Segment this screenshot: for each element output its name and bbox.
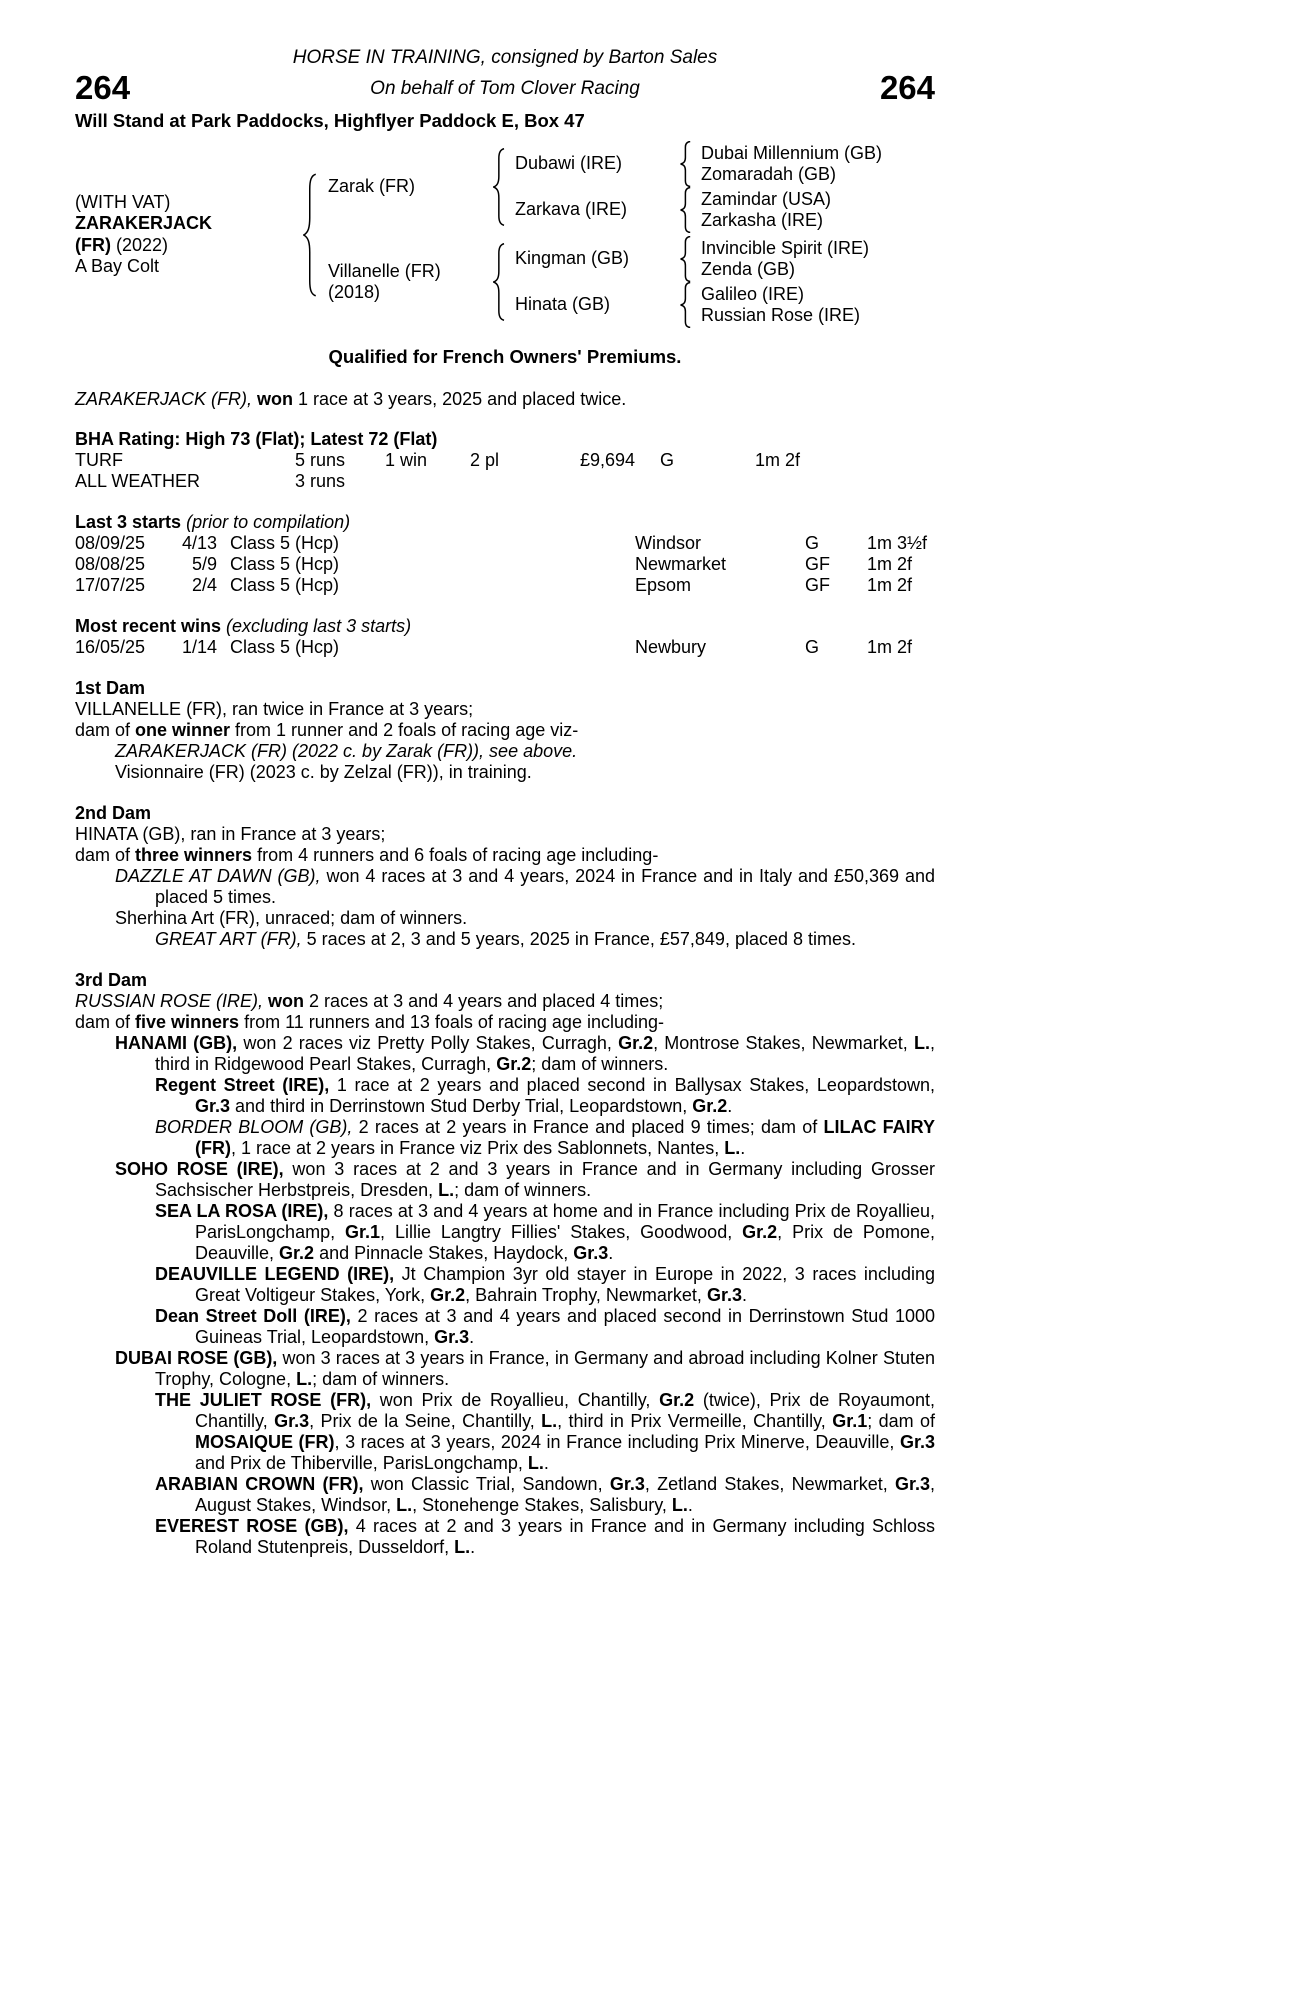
stat-distance [755, 471, 935, 492]
run-date: 08/09/25 [75, 533, 146, 553]
great-grandparent-name: Zamindar (USA) [701, 188, 832, 209]
run-course: Windsor [635, 533, 702, 553]
most-recent-wins-heading: Most recent wins (excluding last 3 starts) [75, 616, 412, 636]
sire-name: Zarak (FR) [328, 176, 415, 197]
pedigree-brace-icon [680, 236, 692, 282]
run-course: Newmarket [635, 554, 727, 574]
dam-section-heading: 2nd Dam [75, 803, 152, 823]
stat-distance: 1m 2f [755, 450, 801, 470]
run-going: G [805, 533, 820, 553]
race-summary: ZARAKERJACK (FR), won 1 race at 3 years, 2025 and placed twice. [75, 389, 627, 409]
consignor-line: HORSE IN TRAINING, consigned by Barton Sales [292, 47, 718, 68]
produce-entry: HANAMI (GB), won 2 races viz Pretty Polly Stakes, Curragh, Gr.2, Montrose Stakes, Newmarket, L., third in Ridgewood Pearl Stakes, Curragh, Gr.2; dam of winners. [115, 1033, 935, 1074]
run-going: GF [805, 575, 830, 595]
produce-entry: ZARAKERJACK (FR) (2022 c. by Zarak (FR)), see above. [115, 741, 578, 761]
pedigree-brace-icon [303, 173, 318, 297]
pedigree-brace-icon [680, 282, 692, 328]
lot-header-row [75, 71, 935, 105]
pedigree-brace-icon [680, 187, 692, 233]
dam-section-heading: 3rd Dam [75, 970, 148, 990]
dam-section-heading: 1st Dam [75, 678, 146, 698]
pedigree-table [75, 141, 935, 328]
run-class: Class 5 (Hcp) [230, 637, 340, 657]
vat-note: (WITH VAT) [75, 191, 171, 212]
stand-location-line: Will Stand at Park Paddocks, Highflyer Paddock E, Box 47 [75, 110, 585, 131]
run-going: G [805, 637, 820, 657]
grandparent-name: Dubawi (IRE) [515, 153, 623, 174]
produce-entry: ARABIAN CROWN (FR), won Classic Trial, Sandown, Gr.3, Zetland Stakes, Newmarket, Gr.3, August Stakes, Windsor, L., Stonehenge Stakes, Salisbury, L.. [155, 1474, 935, 1515]
on-behalf-line: On behalf of Tom Clover Racing [370, 77, 640, 99]
dam-name-line: RUSSIAN ROSE (IRE), won 2 races at 3 and 4 years and placed 4 times; [75, 991, 664, 1011]
produce-entry: Visionnaire (FR) (2023 c. by Zelzal (FR)), in training. [115, 762, 532, 782]
subject-horse-block [75, 192, 297, 278]
last-3-starts-heading: Last 3 starts (prior to compilation) [75, 512, 351, 532]
produce-entry: DUBAI ROSE (GB), won 3 races at 3 years in France, in Germany and abroad including Kolner Stuten Trophy, Cologne, L.; dam of winners. [115, 1348, 935, 1389]
run-distance: 1m 2f [867, 554, 913, 574]
stat-places: 2 pl [470, 450, 500, 470]
granddam-branch [515, 187, 882, 233]
run-position: 1/14 [181, 637, 217, 657]
run-position: 4/13 [181, 533, 217, 553]
dam-name-line: VILLANELLE (FR), ran twice in France at 3 years; [75, 699, 474, 719]
stat-earnings [560, 471, 635, 492]
great-grandparent-name: Zarkasha (IRE) [701, 210, 824, 230]
great-grandparent-name: Invincible Spirit (IRE) [701, 237, 870, 258]
stat-runs: 5 runs [295, 450, 346, 470]
produce-entry: DEAUVILLE LEGEND (IRE), Jt Champion 3yr old stayer in Europe in 2022, 3 races including Great Voltigeur Stakes, York, Gr.2, Bahrain Trophy, Newmarket, Gr.3. [155, 1264, 935, 1305]
race-stats-table [75, 450, 935, 492]
grandsire-branch [515, 236, 869, 282]
stat-wins: 1 win [385, 450, 428, 470]
run-position: 5/9 [191, 554, 217, 574]
dam-branch [328, 236, 882, 328]
produce-entry: BORDER BLOOM (GB), 2 races at 2 years in France and placed 9 times; dam of LILAC FAIRY (FR), 1 race at 2 years in France viz Prix des Sablonnets, Nantes, L.. [155, 1117, 935, 1158]
run-distance: 1m 3½f [867, 533, 928, 553]
produce-entry: Dean Street Doll (IRE), 2 races at 3 and 4 years and placed second in Derrinstown Stud 1000 Guineas Trial, Leopardstown, Gr.3. [155, 1306, 935, 1347]
stat-surface: ALL WEATHER [75, 471, 201, 491]
stat-going [635, 471, 755, 492]
run-distance: 1m 2f [867, 575, 913, 595]
run-position: 2/4 [191, 575, 217, 595]
produce-entry: THE JULIET ROSE (FR), won Prix de Royallieu, Chantilly, Gr.2 (twice), Prix de Royaumont, Chantilly, Gr.3, Prix de la Seine, Chantilly, L., third in Prix Vermeille, Chantilly, Gr.1; dam of MOSAIQUE (FR), 3 races at 3 years, 2024 in France including Prix Minerve, Deauville, Gr.3 and Prix de Thiberville, ParisLongchamp, L.. [155, 1390, 936, 1473]
stat-going: G [660, 450, 675, 470]
stat-places [470, 471, 560, 492]
stat-earnings: £9,694 [579, 450, 635, 470]
produce-entry: Regent Street (IRE), 1 race at 2 years and placed second in Ballysax Stakes, Leopardstown, Gr.3 and third in Derrinstown Stud Derby Trial, Leopardstown, Gr.2. [155, 1075, 935, 1116]
granddam-branch [515, 282, 869, 328]
great-grandparent-name: Russian Rose (IRE) [701, 305, 861, 325]
subject-origin-year: (FR) (2022) [75, 234, 169, 255]
run-class: Class 5 (Hcp) [230, 575, 340, 595]
stat-surface: TURF [75, 450, 123, 470]
premium-qualification-line: Qualified for French Owners' Premiums. [328, 346, 682, 367]
most-recent-wins-table [75, 637, 935, 658]
run-date: 16/05/25 [75, 637, 146, 657]
stat-runs: 3 runs [295, 471, 346, 491]
run-course: Newbury [635, 637, 707, 657]
page-content [75, 46, 935, 1558]
run-class: Class 5 (Hcp) [230, 533, 340, 553]
bha-rating-line: BHA Rating: High 73 (Flat); Latest 72 (Flat) [75, 429, 438, 449]
produce-entry: SOHO ROSE (IRE), won 3 races at 2 and 3 years in France and in Germany including Grosser Sachsischer Herbstpreis, Dresden, L.; dam of winners. [115, 1159, 935, 1200]
produce-entry: SEA LA ROSA (IRE), 8 races at 3 and 4 years at home and in France including Prix de Royallieu, ParisLongchamp, Gr.1, Lillie Langtry Fillies' Stakes, Goodwood, Gr.2, Prix de Pomone, Deauville, Gr.2 and Pinnacle Stakes, Haydock, Gr.3. [155, 1201, 935, 1263]
run-going: GF [805, 554, 830, 574]
run-class: Class 5 (Hcp) [230, 554, 340, 574]
grandparent-name: Zarkava (IRE) [515, 199, 628, 220]
dam-intro-line: dam of five winners from 11 runners and 13 foals of racing age including- [75, 1012, 664, 1032]
dam-name: Villanelle (FR) (2018) [328, 260, 441, 302]
dam-intro-line: dam of three winners from 4 runners and 6 foals of racing age including- [75, 845, 659, 865]
subject-description: A Bay Colt [75, 256, 160, 276]
last-3-starts-table [75, 533, 935, 596]
produce-entry: GREAT ART (FR), 5 races at 2, 3 and 5 years, 2025 in France, £57,849, placed 8 times. [155, 929, 857, 949]
produce-entry: Sherhina Art (FR), unraced; dam of winners. [115, 908, 468, 928]
pedigree-brace-icon [680, 141, 692, 187]
stat-wins [385, 471, 470, 492]
produce-entry: EVEREST ROSE (GB), 4 races at 2 and 3 years in France and in Germany including Schloss Roland Stutenpreis, Dusseldorf, L.. [155, 1516, 936, 1557]
pedigree-brace-icon [493, 243, 506, 321]
run-date: 08/08/25 [75, 554, 146, 574]
grandsire-branch [515, 141, 882, 187]
produce-entry: DAZZLE AT DAWN (GB), won 4 races at 3 and 4 years, 2024 in France and in Italy and £50,369 and placed 5 times. [115, 866, 935, 907]
run-date: 17/07/25 [75, 575, 146, 595]
subject-name: ZARAKERJACK [75, 213, 213, 233]
run-course: Epsom [635, 575, 692, 595]
great-grandparent-name: Zenda (GB) [701, 259, 796, 279]
great-grandparent-name: Dubai Millennium (GB) [701, 142, 883, 163]
dam-name-line: HINATA (GB), ran in France at 3 years; [75, 824, 386, 844]
lot-number-right: 264 [879, 69, 935, 106]
dam-intro-line: dam of one winner from 1 runner and 2 foals of racing age viz- [75, 720, 579, 740]
grandparent-name: Kingman (GB) [515, 248, 630, 269]
sire-branch [328, 141, 882, 233]
run-distance: 1m 2f [867, 637, 913, 657]
great-grandparent-name: Galileo (IRE) [701, 283, 805, 304]
grandparent-name: Hinata (GB) [515, 294, 611, 315]
lot-number-left: 264 [75, 69, 131, 106]
great-grandparent-name: Zomaradah (GB) [701, 164, 837, 184]
generation-1-column [328, 141, 882, 328]
pedigree-brace-icon [493, 148, 506, 226]
